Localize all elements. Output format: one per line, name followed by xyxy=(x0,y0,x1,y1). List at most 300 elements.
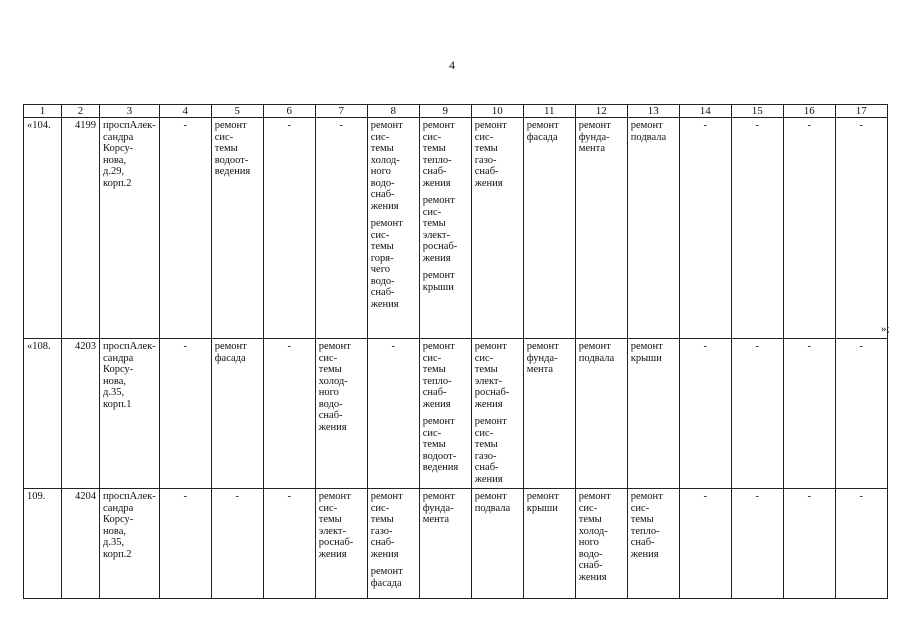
cell-text: мента xyxy=(422,514,450,525)
table-cell xyxy=(523,118,575,339)
cell-entry xyxy=(371,120,416,212)
cell-text: жения xyxy=(422,398,451,410)
cell-text: проспАлек- xyxy=(103,341,156,352)
cell-text: - xyxy=(183,491,187,502)
table-cell xyxy=(627,489,679,599)
cell-text: холод- xyxy=(318,375,348,387)
cell-entry xyxy=(787,120,832,132)
column-header: 3 xyxy=(100,105,160,118)
cell-entry xyxy=(787,341,832,353)
cell-text: подвала xyxy=(630,131,667,143)
cell-text: темы xyxy=(474,364,498,375)
cell-text: подвала xyxy=(474,502,511,514)
cell-entry xyxy=(215,120,260,178)
cell-entry xyxy=(27,120,58,132)
column-header: 16 xyxy=(783,105,835,118)
cell-entry xyxy=(267,491,312,503)
cell-text: крыши xyxy=(630,352,662,364)
column-header: 10 xyxy=(471,105,523,118)
cell-entry xyxy=(631,491,676,560)
cell-text: - xyxy=(183,341,187,352)
cell-entry xyxy=(683,491,728,503)
cell-text: - xyxy=(859,341,863,352)
repair-schedule-table xyxy=(23,104,888,599)
cell-text: жения xyxy=(318,548,347,560)
cell-text: - xyxy=(339,120,343,131)
cell-text: ремонт xyxy=(474,341,507,352)
cell-text: темы xyxy=(422,218,446,229)
cell-text: - xyxy=(859,491,863,502)
cell-text: фунда- xyxy=(422,502,454,514)
cell-text: сис- xyxy=(422,131,442,143)
table-cell xyxy=(315,339,367,489)
cell-entry xyxy=(371,341,416,353)
cell-entry xyxy=(423,416,468,474)
cell-text: снаб- xyxy=(630,537,655,548)
cell-entry xyxy=(631,341,676,364)
cell-text: ремонт xyxy=(630,120,663,131)
cell-entry xyxy=(527,341,572,376)
cell-text: снаб- xyxy=(370,189,395,200)
table-cell xyxy=(627,339,679,489)
cell-entry xyxy=(527,120,572,143)
cell-text: - xyxy=(807,341,811,352)
table-cell xyxy=(263,339,315,489)
cell-text: жения xyxy=(422,177,451,189)
cell-entry xyxy=(631,120,676,143)
cell-text: 4199 xyxy=(75,120,96,131)
cell-text: проспАлек- xyxy=(103,120,156,131)
cell-text: ремонт xyxy=(370,566,403,577)
cell-text: ремонт xyxy=(422,491,455,502)
table-cell xyxy=(835,118,887,339)
cell-text: фасада xyxy=(370,577,402,589)
cell-text: сис- xyxy=(422,352,442,364)
cell-entry xyxy=(163,120,208,132)
cell-text: ремонт xyxy=(526,341,559,352)
table-cell xyxy=(367,118,419,339)
cell-entry xyxy=(27,341,58,353)
cell-text: жения xyxy=(370,548,399,560)
cell-text: тепло- xyxy=(630,525,660,537)
cell-text: снаб- xyxy=(474,462,499,473)
cell-text: - xyxy=(183,120,187,131)
cell-text: крыши xyxy=(526,502,558,514)
cell-text: ремонт xyxy=(370,120,403,131)
cell-text: ремонт xyxy=(370,218,403,229)
table-cell xyxy=(419,118,471,339)
cell-text: сандра xyxy=(103,131,134,143)
cell-text: - xyxy=(755,341,759,352)
cell-text: жения xyxy=(370,200,399,212)
table-cell xyxy=(211,489,263,599)
cell-entry xyxy=(103,491,156,560)
cell-entry xyxy=(839,120,884,132)
cell-text: фунда- xyxy=(526,352,558,364)
cell-text: «104. xyxy=(27,120,51,131)
table-cell xyxy=(100,339,160,489)
column-header-row xyxy=(24,105,888,118)
cell-text: ремонт xyxy=(526,120,559,131)
table-cell xyxy=(419,489,471,599)
cell-entry xyxy=(65,120,96,132)
table-cell xyxy=(159,489,211,599)
cell-entry xyxy=(423,491,468,526)
cell-entry xyxy=(267,120,312,132)
cell-text: ремонт xyxy=(214,120,247,131)
cell-text: холод- xyxy=(370,154,400,166)
table-cell xyxy=(24,489,62,599)
cell-entry xyxy=(579,120,624,155)
cell-entry xyxy=(735,491,780,503)
cell-text: сис- xyxy=(630,502,650,514)
cell-text: д.29, xyxy=(103,166,125,177)
cell-text: водоот- xyxy=(214,154,249,166)
column-header: 11 xyxy=(523,105,575,118)
column-header: 4 xyxy=(159,105,211,118)
table-cell xyxy=(731,339,783,489)
cell-text: сандра xyxy=(103,352,134,364)
cell-entry xyxy=(839,341,884,353)
cell-text: ного xyxy=(318,387,339,398)
cell-entry xyxy=(683,341,728,353)
cell-text: мента xyxy=(578,143,606,154)
cell-text: ремонт xyxy=(474,416,507,427)
table-row xyxy=(24,339,888,489)
cell-text: газо- xyxy=(370,525,393,537)
table-cell xyxy=(679,339,731,489)
cell-text: - xyxy=(807,491,811,502)
cell-entry xyxy=(735,341,780,353)
cell-text: сис- xyxy=(474,427,494,439)
table-cell xyxy=(159,339,211,489)
cell-entry xyxy=(475,491,520,514)
cell-text: - xyxy=(859,120,863,131)
cell-text: снаб- xyxy=(422,166,447,177)
cell-text: сис- xyxy=(578,502,598,514)
cell-text: ремонт xyxy=(422,195,455,206)
cell-entry xyxy=(735,120,780,132)
cell-text: - xyxy=(287,120,291,131)
table-cell xyxy=(731,118,783,339)
cell-text: холод- xyxy=(578,525,608,537)
cell-text: темы xyxy=(422,439,446,450)
cell-text: снаб- xyxy=(422,387,447,398)
cell-text: тепло- xyxy=(422,375,452,387)
cell-text: крыши xyxy=(422,281,454,293)
cell-text: жения xyxy=(370,298,399,310)
cell-text: фасада xyxy=(526,131,558,143)
column-header: 9 xyxy=(419,105,471,118)
cell-text: роснаб- xyxy=(474,387,510,398)
cell-text: сис- xyxy=(474,352,494,364)
table-cell xyxy=(315,489,367,599)
cell-text: д.35, xyxy=(103,537,125,548)
cell-entry xyxy=(423,341,468,410)
table-cell xyxy=(263,118,315,339)
cell-entry xyxy=(319,491,364,560)
cell-text: жения xyxy=(630,548,659,560)
cell-entry xyxy=(103,120,156,189)
cell-text: 4203 xyxy=(75,341,96,352)
cell-text: нова, xyxy=(103,375,126,387)
cell-entry xyxy=(163,341,208,353)
cell-text: корп.2 xyxy=(103,548,132,560)
cell-text: мента xyxy=(526,364,554,375)
cell-text: темы xyxy=(370,241,394,252)
table-cell xyxy=(263,489,315,599)
cell-text: - xyxy=(287,341,291,352)
table-cell xyxy=(731,489,783,599)
table-cell xyxy=(471,489,523,599)
cell-text: ного xyxy=(370,166,391,177)
cell-text: снаб- xyxy=(370,537,395,548)
cell-text: сис- xyxy=(318,502,338,514)
cell-text: темы xyxy=(474,439,498,450)
cell-text: сис- xyxy=(318,352,338,364)
cell-text: фасада xyxy=(214,352,246,364)
cell-text: ремонт xyxy=(630,341,663,352)
cell-text: ремонт xyxy=(578,491,611,502)
cell-entry xyxy=(475,416,520,485)
cell-text: ремонт xyxy=(318,491,351,502)
cell-entry xyxy=(371,218,416,310)
cell-text: нова, xyxy=(103,154,126,166)
cell-text: нова, xyxy=(103,525,126,537)
table-cell xyxy=(471,339,523,489)
cell-text: роснаб- xyxy=(318,537,354,548)
cell-text: 109. xyxy=(27,491,46,502)
cell-text: газо- xyxy=(474,154,497,166)
cell-entry xyxy=(839,491,884,503)
cell-entry xyxy=(27,491,58,503)
column-header: 17 xyxy=(835,105,887,118)
table-cell xyxy=(62,339,100,489)
cell-entry xyxy=(423,195,468,264)
column-header: 12 xyxy=(575,105,627,118)
cell-entry xyxy=(787,491,832,503)
cell-text: ремонт xyxy=(474,491,507,502)
cell-entry xyxy=(683,120,728,132)
cell-entry xyxy=(65,341,96,353)
cell-text: водо- xyxy=(578,548,603,560)
cell-text: тепло- xyxy=(422,154,452,166)
cell-text: жения xyxy=(474,473,503,485)
cell-text: сис- xyxy=(214,131,234,143)
cell-text: ремонт xyxy=(474,120,507,131)
cell-text: ремонт xyxy=(318,341,351,352)
cell-text: фунда- xyxy=(578,131,610,143)
cell-text: водоот- xyxy=(422,450,457,462)
cell-text: ного xyxy=(578,537,599,548)
table-cell xyxy=(24,339,62,489)
cell-text: - xyxy=(391,341,395,352)
column-header: 6 xyxy=(263,105,315,118)
table-cell xyxy=(679,489,731,599)
cell-text: снаб- xyxy=(474,166,499,177)
cell-text: - xyxy=(235,491,239,502)
cell-text: темы xyxy=(318,364,342,375)
cell-text: сис- xyxy=(370,502,390,514)
table-cell xyxy=(211,339,263,489)
table-cell xyxy=(62,489,100,599)
table-cell xyxy=(783,489,835,599)
cell-text: Корсу- xyxy=(103,514,134,525)
table-cell xyxy=(159,118,211,339)
cell-entry xyxy=(215,341,260,364)
cell-text: - xyxy=(287,491,291,502)
cell-text: темы xyxy=(370,514,394,525)
cell-text: д.35, xyxy=(103,387,125,398)
cell-text: темы xyxy=(630,514,654,525)
cell-text: газо- xyxy=(474,450,497,462)
cell-text: - xyxy=(755,491,759,502)
table-cell xyxy=(835,339,887,489)
table-cell xyxy=(627,118,679,339)
column-header: 7 xyxy=(315,105,367,118)
cell-text: водо- xyxy=(370,275,395,287)
cell-text: ремонт xyxy=(422,270,455,281)
cell-text: темы xyxy=(422,143,446,154)
page-number: 4 xyxy=(449,58,455,72)
cell-text: корп.1 xyxy=(103,398,132,410)
cell-text: элект- xyxy=(422,229,451,241)
cell-text: ремонт xyxy=(422,416,455,427)
cell-text: элект- xyxy=(318,525,347,537)
column-header: 14 xyxy=(679,105,731,118)
cell-text: ремонт xyxy=(526,491,559,502)
cell-entry xyxy=(319,341,364,433)
cell-text: жения xyxy=(318,421,347,433)
cell-text: - xyxy=(703,341,707,352)
table-cell xyxy=(211,118,263,339)
cell-text: горя- xyxy=(370,252,394,264)
cell-text: водо- xyxy=(370,177,395,189)
cell-entry xyxy=(65,491,96,503)
cell-text: - xyxy=(703,120,707,131)
cell-entry xyxy=(267,341,312,353)
table-cell xyxy=(835,489,887,599)
cell-entry xyxy=(215,491,260,503)
cell-text: сис- xyxy=(370,229,390,241)
cell-text: ремонт xyxy=(630,491,663,502)
table-cell xyxy=(679,118,731,339)
cell-entry xyxy=(579,341,624,364)
column-header: 1 xyxy=(24,105,62,118)
table-cell xyxy=(783,118,835,339)
cell-text: темы xyxy=(422,364,446,375)
cell-text: снаб- xyxy=(370,287,395,298)
cell-text: темы xyxy=(370,143,394,154)
table-cell xyxy=(62,118,100,339)
table-cell xyxy=(100,118,160,339)
cell-entry xyxy=(371,566,416,589)
cell-text: «108. xyxy=(27,341,51,352)
table-row xyxy=(24,489,888,599)
cell-text: Корсу- xyxy=(103,143,134,154)
cell-text: снаб- xyxy=(578,560,603,571)
cell-entry xyxy=(371,491,416,560)
cell-text: ремонт xyxy=(578,341,611,352)
cell-text: корп.2 xyxy=(103,177,132,189)
cell-text: сис- xyxy=(474,131,494,143)
table-cell xyxy=(471,118,523,339)
table-cell xyxy=(783,339,835,489)
cell-text: сис- xyxy=(422,206,442,218)
cell-entry xyxy=(319,120,364,132)
table-cell xyxy=(315,118,367,339)
cell-text: ремонт xyxy=(578,120,611,131)
cell-text: снаб- xyxy=(318,410,343,421)
table-cell xyxy=(100,489,160,599)
cell-entry xyxy=(423,120,468,189)
table-cell xyxy=(367,489,419,599)
cell-text: темы xyxy=(578,514,602,525)
cell-text: 4204 xyxy=(75,491,96,502)
cell-text: Корсу- xyxy=(103,364,134,375)
column-header: 13 xyxy=(627,105,679,118)
table-cell xyxy=(575,489,627,599)
table-cell xyxy=(523,489,575,599)
closing-quote-mark: »; xyxy=(881,323,890,335)
cell-text: проспАлек- xyxy=(103,491,156,502)
cell-text: жения xyxy=(422,252,451,264)
column-header: 15 xyxy=(731,105,783,118)
cell-text: сис- xyxy=(422,427,442,439)
table-cell xyxy=(24,118,62,339)
cell-entry xyxy=(475,341,520,410)
cell-text: темы xyxy=(318,514,342,525)
cell-text: ремонт xyxy=(214,341,247,352)
cell-text: сандра xyxy=(103,502,134,514)
table-cell xyxy=(575,339,627,489)
column-header: 5 xyxy=(211,105,263,118)
cell-text: жения xyxy=(578,571,607,583)
cell-text: - xyxy=(807,120,811,131)
cell-text: подвала xyxy=(578,352,615,364)
cell-text: сис- xyxy=(370,131,390,143)
cell-entry xyxy=(103,341,156,410)
cell-entry xyxy=(475,120,520,189)
cell-text: ремонт xyxy=(370,491,403,502)
table-cell xyxy=(523,339,575,489)
cell-entry xyxy=(423,270,468,293)
cell-text: ведения xyxy=(422,462,459,473)
cell-text: темы xyxy=(474,143,498,154)
column-header: 8 xyxy=(367,105,419,118)
cell-text: элект- xyxy=(474,375,503,387)
cell-text: жения xyxy=(474,398,503,410)
cell-text: темы xyxy=(214,143,238,154)
table-cell xyxy=(367,339,419,489)
table-row xyxy=(24,118,888,339)
cell-text: - xyxy=(703,491,707,502)
cell-text: жения xyxy=(474,177,503,189)
cell-entry xyxy=(163,491,208,503)
cell-text: роснаб- xyxy=(422,241,458,252)
cell-text: ведения xyxy=(214,166,251,177)
cell-text: ремонт xyxy=(422,341,455,352)
cell-entry xyxy=(579,491,624,583)
column-header: 2 xyxy=(62,105,100,118)
table-cell xyxy=(419,339,471,489)
table-cell xyxy=(575,118,627,339)
cell-text: ремонт xyxy=(422,120,455,131)
cell-entry xyxy=(527,491,572,514)
cell-text: - xyxy=(755,120,759,131)
cell-text: водо- xyxy=(318,398,343,410)
cell-text: чего xyxy=(370,264,390,275)
